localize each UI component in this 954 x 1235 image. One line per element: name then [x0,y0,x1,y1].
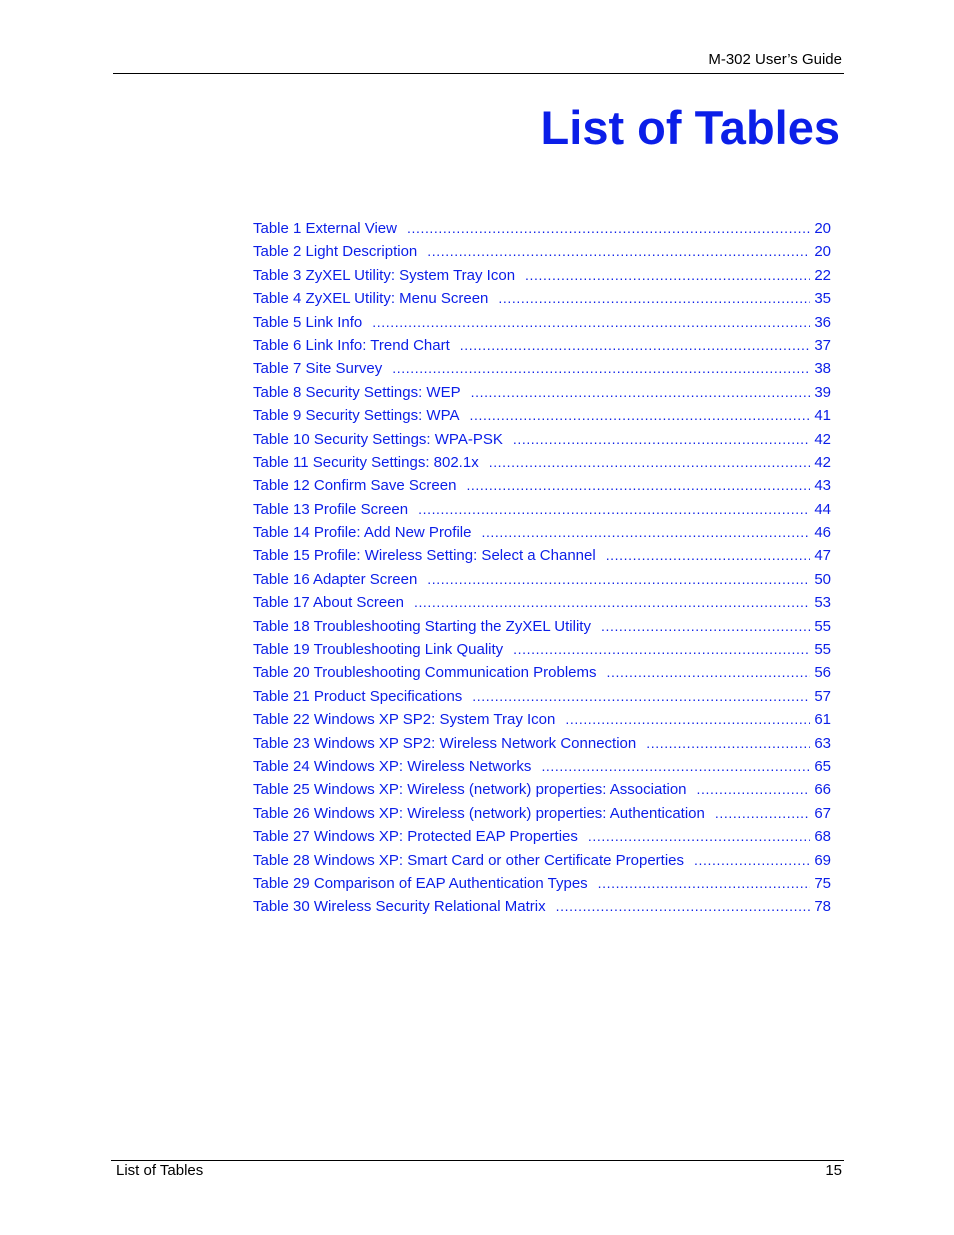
dot-leader [588,825,810,848]
toc-entry-page-number: 44 [814,500,831,518]
toc-entry-link[interactable] [253,264,831,287]
toc-entry-page-number: 57 [814,687,831,705]
toc-entry-label: Table 17 About Screen [253,594,404,612]
toc-entry-link[interactable] [253,732,831,755]
dot-leader [513,638,810,661]
list-of-tables [253,217,831,919]
toc-entry-link[interactable] [253,615,831,638]
dot-leader [481,521,810,544]
toc-entry-link[interactable] [253,895,831,918]
toc-entry-label: Table 20 Troubleshooting Communication Problems [253,664,597,682]
toc-entry-page-number: 61 [814,711,831,729]
toc-entry-label: Table 25 Windows XP: Wireless (network) properties: Association [253,781,687,799]
toc-entry-link[interactable] [253,334,831,357]
dot-leader [489,451,811,474]
footer-divider [111,1160,844,1161]
toc-entry-link[interactable] [253,544,831,567]
toc-entry-page-number: 75 [814,874,831,892]
toc-entry-page-number: 22 [814,266,831,284]
dot-leader [606,544,811,567]
footer-page-number: 15 [825,1162,842,1179]
toc-entry-label: Table 13 Profile Screen [253,500,409,518]
toc-entry-link[interactable] [253,451,831,474]
toc-entry-label: Table 8 Security Settings: WEP [253,383,461,401]
dot-leader [407,217,810,240]
toc-entry-link[interactable] [253,521,831,544]
dot-leader [414,591,810,614]
dot-leader [565,708,810,731]
toc-entry-page-number: 56 [814,664,831,682]
toc-entry-label: Table 27 Windows XP: Protected EAP Properties [253,828,578,846]
toc-entry-page-number: 50 [814,570,831,588]
toc-entry-page-number: 36 [814,313,831,331]
dot-leader [472,685,810,708]
toc-entry-page-number: 39 [814,383,831,401]
toc-entry-link[interactable] [253,661,831,684]
toc-entry-link[interactable] [253,591,831,614]
dot-leader [541,755,810,778]
toc-entry-link[interactable] [253,428,831,451]
toc-entry-label: Table 28 Windows XP: Smart Card or other Certificate Properties [253,851,685,869]
dot-leader [513,428,810,451]
toc-entry-page-number: 55 [814,641,831,659]
dot-leader [498,287,810,310]
toc-entry-label: Table 22 Windows XP SP2: System Tray Icon [253,711,556,729]
toc-entry-page-number: 42 [814,453,831,471]
toc-entry-page-number: 42 [814,430,831,448]
toc-entry-label: Table 30 Wireless Security Relational Matrix [253,898,546,916]
toc-entry-page-number: 38 [814,360,831,378]
toc-entry-label: Table 19 Troubleshooting Link Quality [253,641,504,659]
dot-leader [715,802,810,825]
dot-leader [460,334,811,357]
dot-leader [525,264,810,287]
toc-entry-label: Table 14 Profile: Add New Profile [253,524,472,542]
toc-entry-link[interactable] [253,240,831,263]
toc-entry-page-number: 46 [814,524,831,542]
toc-entry-link[interactable] [253,778,831,801]
header-divider [113,73,844,74]
toc-entry-page-number: 35 [814,290,831,308]
toc-entry-link[interactable] [253,498,831,521]
toc-entry-link[interactable] [253,685,831,708]
toc-entry-label: Table 24 Windows XP: Wireless Networks [253,757,532,775]
toc-entry-page-number: 69 [814,851,831,869]
toc-entry-label: Table 2 Light Description [253,243,418,261]
toc-entry-link[interactable] [253,357,831,380]
page-title: List of Tables [540,101,840,154]
toc-entry-page-number: 78 [814,898,831,916]
toc-entry-page-number: 20 [814,220,831,237]
toc-entry-label: Table 9 Security Settings: WPA [253,407,460,425]
dot-leader [694,849,810,872]
toc-entry-page-number: 55 [814,617,831,635]
toc-entry-link[interactable] [253,872,831,895]
dot-leader [598,872,811,895]
toc-entry-link[interactable] [253,568,831,591]
dot-leader [372,311,810,334]
toc-entry-link[interactable] [253,381,831,404]
toc-entry-link[interactable] [253,217,831,240]
toc-entry-label: Table 12 Confirm Save Screen [253,477,457,495]
toc-entry-link[interactable] [253,311,831,334]
toc-entry-page-number: 20 [814,243,831,261]
dot-leader [469,404,810,427]
toc-entry-page-number: 68 [814,828,831,846]
toc-entry-label: Table 3 ZyXEL Utility: System Tray Icon [253,266,516,284]
toc-entry-link[interactable] [253,825,831,848]
toc-entry-label: Table 6 Link Info: Trend Chart [253,336,450,354]
toc-entry-link[interactable] [253,802,831,825]
toc-entry-page-number: 41 [814,407,831,425]
running-header-guide-title: M-302 User’s Guide [708,51,842,68]
toc-entry-page-number: 37 [814,336,831,354]
toc-entry-link[interactable] [253,849,831,872]
toc-entry-link[interactable] [253,404,831,427]
toc-entry-link[interactable] [253,638,831,661]
dot-leader [427,240,810,263]
dot-leader [466,474,810,497]
toc-entry-label: Table 18 Troubleshooting Starting the ZyXEL Utility [253,617,591,635]
toc-entry-label: Table 5 Link Info [253,313,363,331]
dot-leader [418,498,810,521]
dot-leader [556,895,811,918]
dot-leader [697,778,811,801]
dot-leader [392,357,810,380]
toc-entry-page-number: 43 [814,477,831,495]
toc-entry-label: Table 16 Adapter Screen [253,570,418,588]
toc-entry-page-number: 47 [814,547,831,565]
toc-entry-page-number: 63 [814,734,831,752]
toc-entry-page-number: 67 [814,804,831,822]
toc-entry-label: Table 26 Windows XP: Wireless (network) properties: Authentication [253,804,705,822]
toc-entry-label: Table 7 Site Survey [253,360,383,378]
toc-entry-page-number: 65 [814,757,831,775]
toc-entry-label: Table 1 External View [253,220,397,237]
toc-entry-link[interactable] [253,474,831,497]
dot-leader [427,568,810,591]
toc-entry-link[interactable] [253,708,831,731]
toc-entry-link[interactable] [253,755,831,778]
dot-leader [601,615,810,638]
dot-leader [646,732,810,755]
toc-entry-label: Table 21 Product Specifications [253,687,463,705]
toc-entry-label: Table 23 Windows XP SP2: Wireless Network Connection [253,734,637,752]
toc-entry-label: Table 15 Profile: Wireless Setting: Select a Channel [253,547,596,565]
toc-entry-label: Table 10 Security Settings: WPA-PSK [253,430,503,448]
dot-leader [607,661,811,684]
toc-entry-label: Table 4 ZyXEL Utility: Menu Screen [253,290,489,308]
toc-entry-label: Table 29 Comparison of EAP Authentication Types [253,874,588,892]
toc-entry-page-number: 66 [814,781,831,799]
toc-entry-link[interactable] [253,287,831,310]
dot-leader [471,381,811,404]
footer-section-name: List of Tables [116,1162,204,1179]
toc-entry-page-number: 53 [814,594,831,612]
toc-entry-label: Table 11 Security Settings: 802.1x [253,453,479,471]
